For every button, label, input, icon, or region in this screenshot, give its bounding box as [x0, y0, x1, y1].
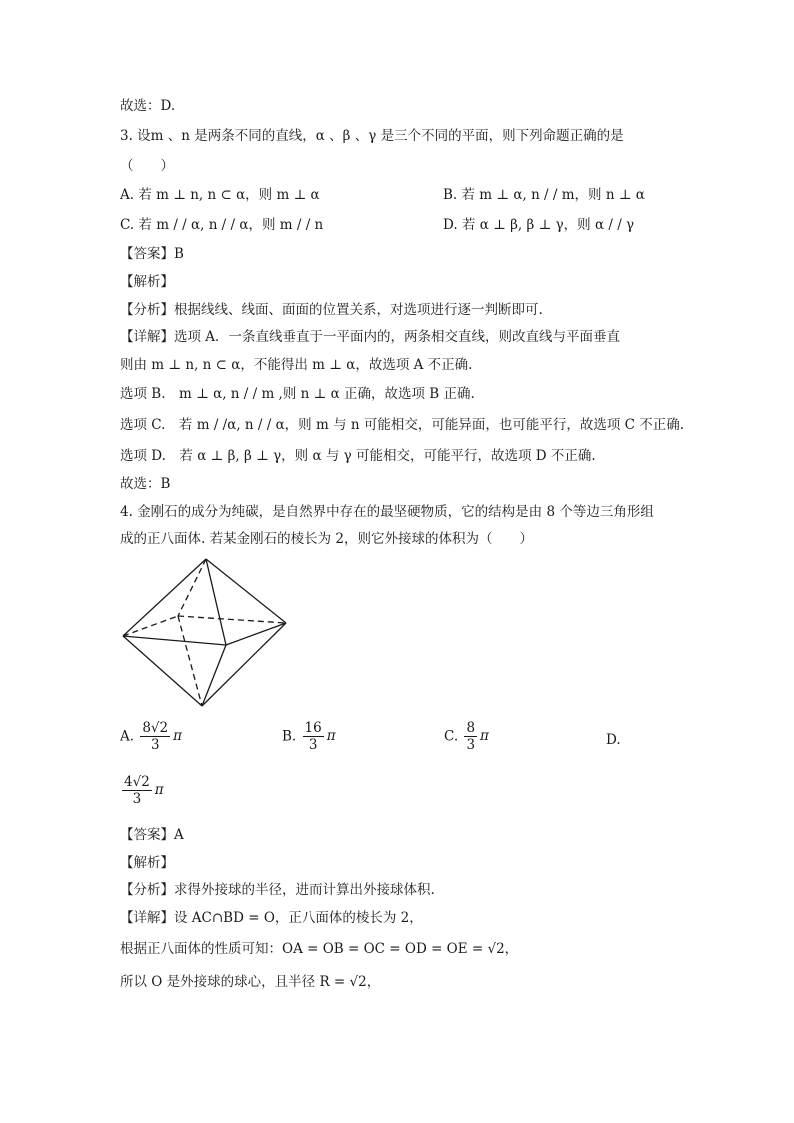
detail-line: 【详解】选项 A．一条直线垂直于一平面内的，两条相交直线，则改直线与平面垂直	[120, 329, 621, 345]
question-4-stem-cont: 成的正八面体. 若某金刚石的棱长为 2，则它外接球的体积为（ ）	[120, 531, 533, 547]
detail-line: 选项 B. m ⊥ α, n / / m ,则 n ⊥ α 正确，故选项 B 正确.	[120, 386, 475, 402]
analysis-summary: 【分析】根据线线、线面、面面的位置关系，对选项进行逐一判断即可.	[120, 302, 543, 318]
question-3-stem: 3. 设m 、n 是两条不同的直线，α 、β 、γ 是三个不同的平面，则下列命题正确的是	[120, 128, 624, 144]
detail-line: 【详解】设 AC∩BD = O，正八面体的棱长为 2，	[120, 910, 423, 926]
option-c: C. $\frac{8}{3}$ π	[444, 720, 489, 753]
text-line: 故选：D.	[120, 98, 176, 114]
detail-line: 则由 m ⊥ n, n ⊂ α，不能得出 m ⊥ α，故选项 A 不正确.	[120, 357, 473, 373]
analysis-label: 【解析】	[120, 274, 174, 290]
option-d-value: $\frac{4√2}{3}$ π	[124, 774, 164, 807]
detail-line: 选项 D. 若 α ⊥ β, β ⊥ γ，则 α 与 γ 可能相交，可能平行，故选项 D 不正确.	[120, 448, 596, 464]
question-4-stem: 4. 金刚石的成分为纯碳，是自然界中存在的最坚硬物质，它的结构是由 8 个等边三角形组	[120, 504, 654, 520]
option-c: C. 若 m / / α, n / / α，则 m / / n	[120, 217, 324, 233]
answer-label: 【答案】A	[120, 827, 184, 843]
option-a: A. $\frac{8√2}{3}$ π	[120, 720, 182, 753]
octahedron-figure	[116, 553, 296, 713]
answer-label: 【答案】B	[120, 246, 184, 262]
option-a: A. 若 m ⊥ n, n ⊂ α，则 m ⊥ α	[120, 187, 320, 203]
option-b: B. 若 m ⊥ α, n / / m，则 n ⊥ α	[443, 187, 645, 203]
detail-line: 选项 C. 若 m / /α, n / / α，则 m 与 n 可能相交，可能异面，也可能平行，故选项 C 不正确.	[120, 417, 685, 433]
analysis-label: 【解析】	[120, 855, 174, 871]
option-d-label: D.	[606, 732, 621, 748]
option-d: D. 若 α ⊥ β, β ⊥ γ，则 α / / γ	[443, 217, 635, 233]
detail-line: 所以 O 是外接球的球心，且半径 R = √2，	[120, 974, 381, 990]
question-3-paren: （ ）	[120, 158, 174, 174]
conclusion-line: 故选：B	[120, 476, 171, 492]
detail-line: 根据正八面体的性质可知：OA = OB = OC = OD = OE = √2，	[120, 941, 519, 957]
option-b: B. $\frac{16}{3}$ π	[282, 720, 336, 753]
analysis-summary: 【分析】求得外接球的半径，进而计算出外接球体积.	[120, 882, 435, 898]
